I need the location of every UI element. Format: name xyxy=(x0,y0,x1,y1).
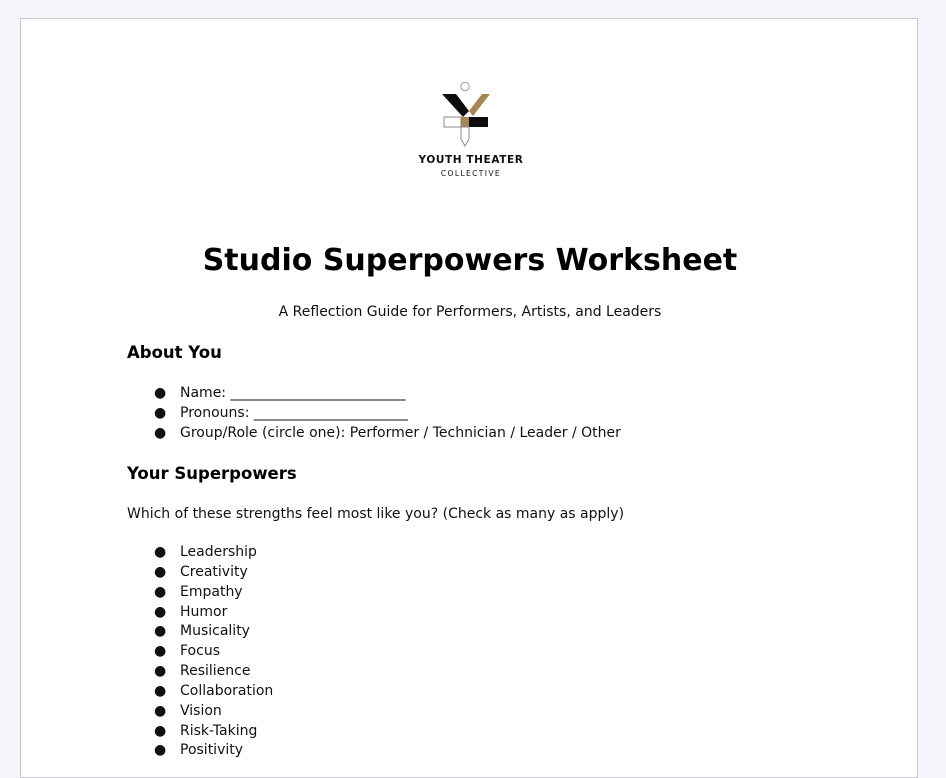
bullet-icon: ● xyxy=(154,722,167,739)
strength-label: Humor xyxy=(180,603,228,620)
list-item xyxy=(127,582,273,602)
bullet-icon: ● xyxy=(154,702,167,719)
bullet-icon: ● xyxy=(154,544,167,560)
bullet-icon: ● xyxy=(154,682,167,699)
bullet-icon: ● xyxy=(154,404,167,421)
section-heading-about: About You xyxy=(127,343,222,362)
strength-label: Positivity xyxy=(180,742,244,759)
list-item xyxy=(127,383,621,403)
strength-label: Empathy xyxy=(180,583,243,600)
bullet-icon: ● xyxy=(154,385,167,401)
logo-subwordmark: COLLECTIVE xyxy=(440,169,502,178)
bullet-icon: ● xyxy=(154,663,167,680)
strength-label: Musicality xyxy=(180,623,250,640)
bullet-icon: ● xyxy=(154,603,167,620)
bullet-icon: ● xyxy=(154,623,167,640)
bullet-icon: ● xyxy=(154,742,167,759)
list-item xyxy=(127,681,273,701)
about-list xyxy=(127,383,621,443)
pronouns-field-label: Pronouns: ______________________ xyxy=(180,404,408,421)
strength-label: Focus xyxy=(180,643,220,660)
document-page xyxy=(20,18,918,778)
superpowers-list xyxy=(127,542,273,760)
bullet-icon: ● xyxy=(154,583,167,600)
bullet-icon: ● xyxy=(154,424,167,441)
strength-label: Vision xyxy=(180,702,222,719)
list-item xyxy=(127,621,273,641)
list-item xyxy=(127,661,273,681)
list-item xyxy=(127,423,621,443)
page-title: Studio Superpowers Worksheet xyxy=(202,243,738,278)
list-item xyxy=(127,542,273,562)
logo-wordmark: YOUTH THEATER xyxy=(418,154,524,166)
group-role-label: Group/Role (circle one): Performer / Technician / Leader / Other xyxy=(180,424,621,441)
superpowers-prompt: Which of these strengths feel most like you? (Check as many as apply) xyxy=(127,506,625,522)
list-item xyxy=(127,602,273,622)
list-item xyxy=(127,403,621,423)
strength-label: Resilience xyxy=(180,663,251,680)
list-item xyxy=(127,721,273,741)
youth-theater-logo-icon xyxy=(442,81,498,153)
list-item xyxy=(127,641,273,661)
strength-label: Risk-Taking xyxy=(180,722,258,739)
list-item xyxy=(127,740,273,760)
strength-label: Creativity xyxy=(180,563,248,580)
page-subtitle: A Reflection Guide for Performers, Artists, and Leaders xyxy=(278,304,662,320)
strength-label: Collaboration xyxy=(180,682,274,699)
name-field-label: Name: _________________________ xyxy=(180,385,406,401)
list-item xyxy=(127,562,273,582)
logo xyxy=(416,81,526,181)
strength-label: Leadership xyxy=(180,544,257,560)
section-heading-superpowers: Your Superpowers xyxy=(127,464,297,483)
bullet-icon: ● xyxy=(154,643,167,660)
bullet-icon: ● xyxy=(154,563,167,580)
list-item xyxy=(127,701,273,721)
